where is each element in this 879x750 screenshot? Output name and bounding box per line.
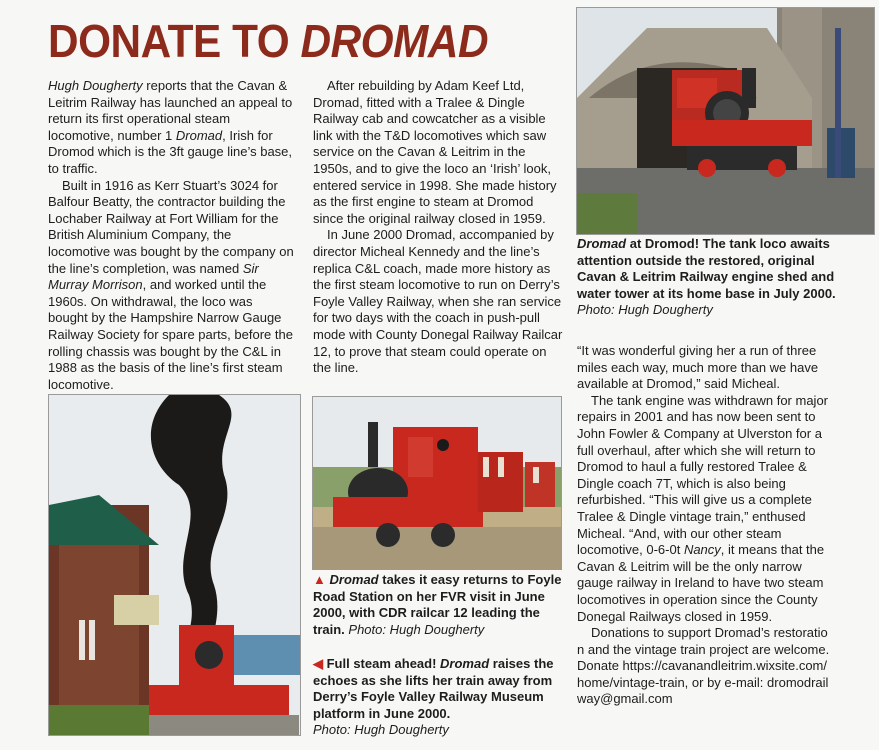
paragraph: Donations to support Dromad’s restoration and the vintage train project are welcome. Donate https://cavanandleitrim.wixsite.com/home/vintage-train, or by e-mail: dromodrailway@gmail.com <box>577 625 830 707</box>
caption-text: at Dromod! The tank loco awaits attention outside the restored, original Cavan & Leitrim Railway engine shed and water tower at its home base in July 2000. <box>577 236 836 301</box>
author-name: Hugh Dougherty <box>48 78 143 93</box>
title-italic: DROMAD <box>300 15 489 67</box>
paragraph <box>577 393 833 625</box>
text-run: The tank engine was withdrawn for major repairs in 2001 and has now been sent to John Fowler & Company at Ulverston for a full overhaul, after which she will return to Dromod to haul a fully restored Tralee & Dingle coach 7T, which is also being refurbished. “This will give us a complete Tralee & Dingle vintage train,” enthused Micheal. “And, with our other steam locomotive, 0-6-0t <box>577 392 829 558</box>
foyle-road-illustration <box>313 397 561 569</box>
caption-loco-name: Dromad <box>440 656 490 671</box>
photo-foyle-road <box>312 396 562 570</box>
text-run: , Irish for Dromod which is the 3ft gauge line’s base, to traffic. <box>48 127 293 176</box>
arrow-up-icon: ▲ <box>313 572 326 587</box>
paragraph: After rebuilding by Adam Keef Ltd, Dromad, fitted with a Tralee & Dingle Railway cab and cowcatcher as a visible link with the T&D locomotives which saw service on the Cavan & Leitrim in the 1950s, and to give the loco an ‘Irish’ look, entered service in 1998. She made history as the first engine to steam at Dromod since the original railway closed in 1959. <box>313 78 557 226</box>
caption-text: Full steam ahead! <box>323 656 441 671</box>
paragraph <box>48 178 294 394</box>
caption-bottom <box>313 656 565 739</box>
text-run: reports that the Cavan & Leitrim Railway has launched an appeal to return its first operational steam locomotive, number 1 <box>48 78 293 143</box>
engine-shed-illustration <box>577 8 874 234</box>
photo-engine-shed <box>576 7 875 235</box>
caption-loco-name: Dromad <box>577 236 627 251</box>
paragraph: “It was wonderful giving her a run of three miles each way, much more than we have available at Dromod,” said Micheal. <box>577 343 819 392</box>
caption-loco-name: Dromad <box>329 572 379 587</box>
text-run: , and worked until the 1960s. On withdrawal, the loco was bought by the Hampshire Narrow Gauge Railway Society for spare parts, before the rolling chassis was bought by the C&L in 1988 as the basis of the line’s first steam locomotive. <box>48 277 293 392</box>
arrow-left-icon: ◀ <box>313 656 323 671</box>
text-run: Built in 1916 as Kerr Stuart’s 3024 for Balfour Beatty, the contractor building the Lochaber Railway at Fort William for the British Aluminium Company, the locomotive was bought by the company on the line’s completion, was named <box>48 177 294 276</box>
article-title <box>48 14 488 68</box>
loco-name: Dromad <box>175 127 223 143</box>
caption-middle <box>313 572 563 638</box>
paragraph <box>48 78 294 178</box>
caption-text: raises the echoes as she lifts her train away from Derry’s Foyle Valley Railway Museum platform in June 2000. <box>313 656 554 721</box>
text-column-2 <box>313 78 565 377</box>
full-steam-illustration <box>49 395 300 735</box>
photo-full-steam <box>48 394 301 736</box>
text-column-1 <box>48 78 294 393</box>
photo-credit: Photo: Hugh Dougherty <box>577 302 713 318</box>
text-run: , it means that the Cavan & Leitrim will be the only narrow gauge railway in Ireland to have two steam locomotives in operation since the County Donegal Railways closed in 1959. <box>577 542 825 624</box>
caption-top <box>577 236 839 319</box>
paragraph: In June 2000 Dromad, accompanied by director Micheal Kennedy and the line’s replica C&L coach, made more history as the first steam locomotive to run on Derry’s Foyle Valley Railway, when she ran service for two days with the coach in push-pull mode with County Donegal Railway Railcar 12, to prove that steam could operate on the line. <box>313 227 563 376</box>
text-column-3 <box>577 343 833 708</box>
photo-credit: Photo: Hugh Dougherty <box>348 621 485 637</box>
loco-name: Sir Murray Morrison <box>48 260 259 293</box>
loco-name: Nancy <box>683 542 721 558</box>
title-plain: DONATE TO <box>48 15 301 67</box>
caption-text: takes it easy returns to Foyle Road Station on her FVR visit in June 2000, with CDR railcar 12 leading the train. <box>313 572 562 637</box>
photo-credit: Photo: Hugh Dougherty <box>313 722 449 738</box>
